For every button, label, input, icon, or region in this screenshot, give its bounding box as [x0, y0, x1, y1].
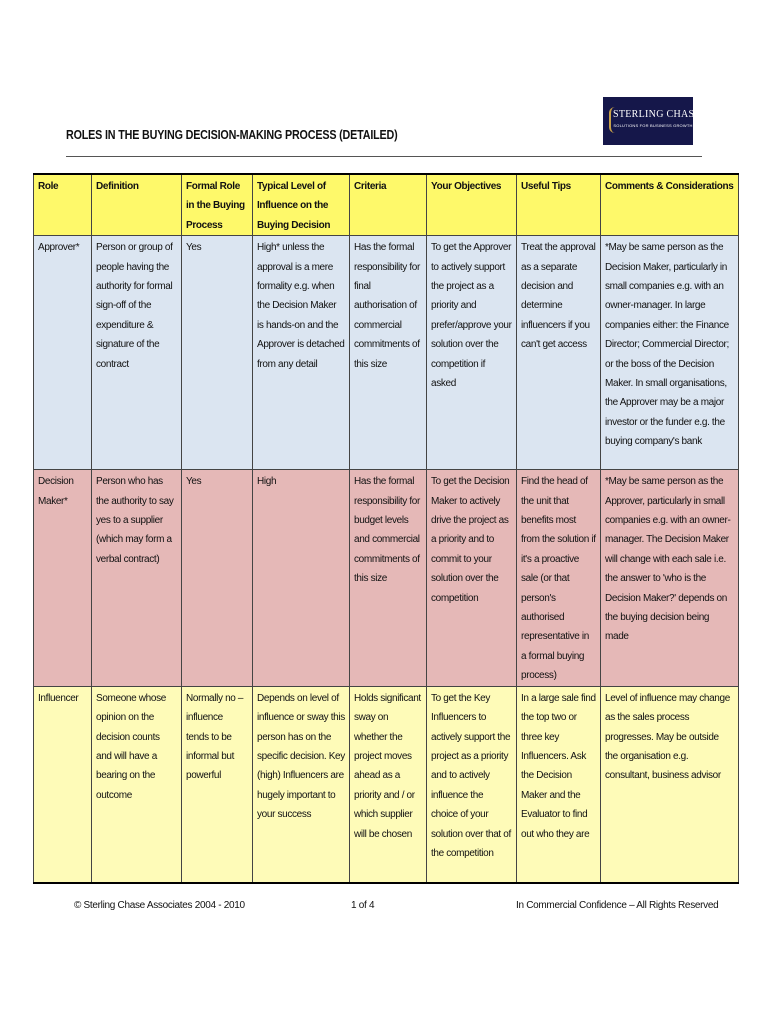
- column-header: [182, 174, 253, 236]
- logo-emblem-icon: [609, 107, 621, 133]
- cell-text: *May be same person as the Decision Maker, particularly in small companies e.g. with an owner-manager. In large companies either: the Finance Director; Commercial Director; or the boss of the Decision Maker. In small organisations, the Approver may be a major investor or the funder e.g. the buying company's bank: [605, 242, 729, 448]
- company-logo: [603, 97, 701, 145]
- logo-tagline: SOLUTIONS FOR BUSINESS GROWTH: [613, 123, 693, 128]
- cell-text: Person or group of people having the authority for formal sign-off of the expenditure & signature of the contract: [96, 242, 173, 370]
- cell-text: Yes: [186, 476, 202, 488]
- cell-definition: [92, 470, 182, 686]
- column-header: [517, 174, 601, 236]
- table-row-decision-maker: [34, 470, 739, 686]
- cell-text: Yes: [186, 242, 202, 254]
- cell-text: Influencer: [38, 692, 79, 704]
- footer-copyright: © Sterling Chase Associates 2004 - 2010: [74, 900, 245, 911]
- cell-comments: [601, 686, 739, 883]
- cell-objectives: [427, 686, 517, 883]
- logo-name: STERLING CHASE: [613, 109, 701, 120]
- cell-tips: [517, 470, 601, 686]
- column-header-label: Role: [38, 181, 59, 192]
- cell-objectives: [427, 470, 517, 686]
- cell-definition: [92, 686, 182, 883]
- column-header-label: Your Objectives: [431, 181, 502, 192]
- cell-text: Has the formal responsibility for final authorisation of commercial commitments of this size: [354, 242, 420, 370]
- cell-text: *May be same person as the Approver, particularly in small companies e.g. with an owner-manager. The Decision Maker will change with each sale i.e. the answer to 'who is the Decision Maker?' depends on the buying decision being made: [605, 476, 731, 643]
- cell-text: To get the Decision Maker to actively drive the project as a priority and to commit to your solution over the competition: [431, 476, 510, 604]
- cell-role: [34, 470, 92, 686]
- cell-text: To get the Approver to actively support the project as a priority and prefer/approve your solution over the competition if asked: [431, 242, 512, 390]
- cell-comments: [601, 236, 739, 470]
- cell-tips: [517, 236, 601, 470]
- cell-role: [34, 686, 92, 883]
- cell-text: Someone whose opinion on the decision counts and will have a bearing on the outcome: [96, 692, 166, 801]
- cell-formal-role: [182, 686, 253, 883]
- cell-text: Find the head of the unit that benefits most from the solution if it's a proactive sale (or that person's authorised representative in a formal buying process): [521, 476, 596, 682]
- table-row-influencer: [34, 686, 739, 883]
- cell-text: To get the Key Influencers to actively support the project as a priority and to actively influence the choice of your solution over that of the competition: [431, 692, 511, 859]
- cell-tips: [517, 686, 601, 883]
- cell-influence: [253, 686, 350, 883]
- cell-influence: [253, 236, 350, 470]
- column-header-label: Useful Tips: [521, 181, 571, 192]
- title-divider: [66, 156, 702, 157]
- cell-criteria: [350, 470, 427, 686]
- cell-role: [34, 236, 92, 470]
- column-header: [34, 174, 92, 236]
- cell-text: Treat the approval as a separate decision and determine influencers if you can't get access: [521, 242, 596, 351]
- table-row-approver: [34, 236, 739, 470]
- column-header-label: Comments & Considerations: [605, 181, 734, 192]
- cell-objectives: [427, 236, 517, 470]
- column-header: [253, 174, 350, 236]
- footer-confidentiality: In Commercial Confidence – All Rights Reserved: [516, 900, 719, 911]
- cell-text: Holds significant sway on whether the project moves ahead as a priority and / or which supplier will be chosen: [354, 692, 421, 840]
- cell-text: Decision Maker*: [38, 476, 74, 507]
- column-header: [350, 174, 427, 236]
- cell-formal-role: [182, 470, 253, 686]
- column-header-label: Criteria: [354, 181, 387, 192]
- cell-text: Has the formal responsibility for budget levels and commercial commitments of this size: [354, 476, 420, 585]
- cell-criteria: [350, 686, 427, 883]
- cell-text: Approver*: [38, 242, 80, 254]
- cell-text: High: [257, 476, 277, 488]
- cell-criteria: [350, 236, 427, 470]
- column-header: [427, 174, 517, 236]
- roles-table: [33, 173, 739, 884]
- column-header-label: Typical Level of Influence on the Buying Decision: [257, 181, 331, 231]
- cell-text: Level of influence may change as the sales process progresses. May be outside the organisation e.g. consultant, business advisor: [605, 692, 730, 782]
- column-header: [601, 174, 739, 236]
- cell-text: High* unless the approval is a mere formality e.g. when the Decision Maker is hands-on and the Approver is detached from any detail: [257, 242, 345, 370]
- column-header-label: Formal Role in the Buying Process: [186, 181, 245, 231]
- cell-formal-role: [182, 236, 253, 470]
- cell-text: In a large sale find the top two or three key Influencers. Ask the Decision Maker and the Evaluator to find out who they are: [521, 692, 596, 840]
- table-header-row: [34, 174, 739, 236]
- page-title: ROLES IN THE BUYING DECISION-MAKING PROCESS (DETAILED): [66, 128, 398, 142]
- footer-page-number: 1 of 4: [351, 900, 375, 911]
- cell-text: Normally no – influence tends to be informal but powerful: [186, 692, 244, 782]
- cell-definition: [92, 236, 182, 470]
- cell-text: Depends on level of influence or sway this person has on the specific decision. Key (high) Influencers are hugely important to your success: [257, 692, 345, 821]
- column-header-label: Definition: [96, 181, 139, 192]
- cell-text: Person who has the authority to say yes to a supplier (which may form a verbal contract): [96, 476, 174, 565]
- cell-influence: [253, 470, 350, 686]
- cell-comments: [601, 470, 739, 686]
- column-header: [92, 174, 182, 236]
